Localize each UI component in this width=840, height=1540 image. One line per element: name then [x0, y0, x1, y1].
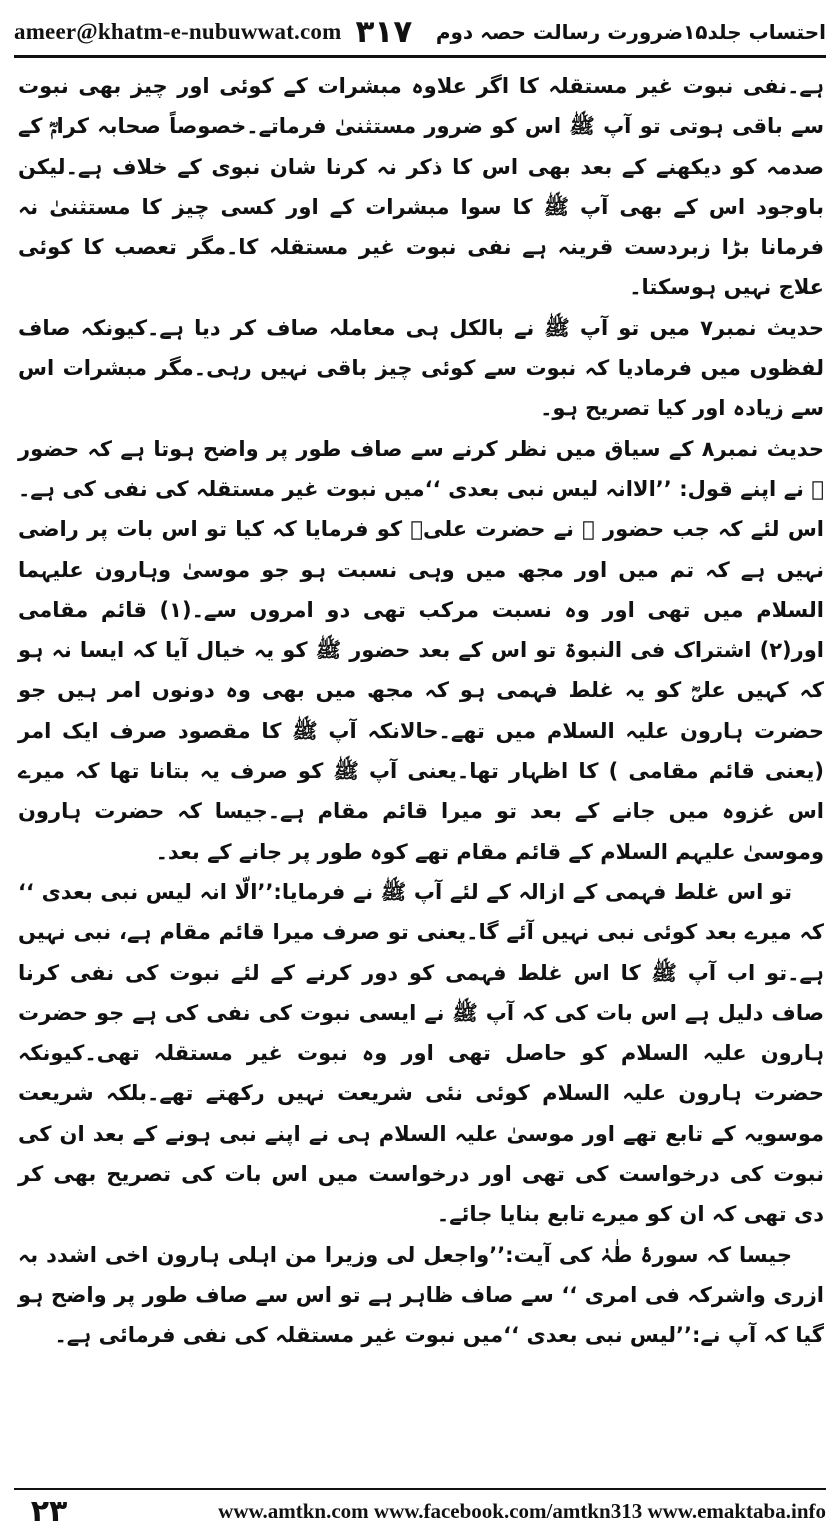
running-title: احتساب جلد۱۵ضرورت رسالت حصہ دوم	[435, 19, 826, 44]
paragraph-3: حدیث نمبر۸ کے سیاق میں نظر کرنے سے صاف طور پر واضح ہوتا ہے کہ حضور ﷺ نے اپنے قول: ’’الاانہ لیس نبی بعدی ‘‘میں نبوت غیر مستقلہ کی نفی کی ہے۔اس لئے کہ جب حضور ﷺ نے حضرت علیؓ کو فرمایا کہ کیا تو اس بات پر راضی نہیں ہے کہ تم میں اور مجھ میں وہی نسبت ہو جو موسیٰ وہارون علیہما السلام میں تھی اور وہ نسبت مرکب تھی دو امروں سے۔(۱) قائم مقامی اور(۲) اشتراک فی النبوۃ تو اس کے بعد حضور ﷺ کو یہ خیال آیا کہ ایسا نہ ہو کہ کہیں علیؓ کو یہ غلط فہمی ہو کہ مجھ میں بھی وہ دونوں امر ہیں جو حضرت ہارون علیہ السلام میں تھے۔حالانکہ آپ ﷺ کا مقصود صرف ایک امر (یعنی قائم مقامی ) کا اظہار تھا۔یعنی آپ ﷺ کو صرف یہ بتانا تھا کہ میرے اس غزوہ میں جانے کے بعد تو میرا قائم مقام ہے۔جیسا کہ حضرت ہارون وموسیٰ علیہم السلام کے قائم مقام تھے کوہ طور پر جانے کے بعد۔	[18, 436, 824, 864]
paragraph-5: جیسا کہ سورۂ طٰہٰ کی آیت:’’واجعل لی وزیرا من اہلی ہارون اخی اشدد بہ ازری واشرکہ فی امری ‘‘ سے صاف ظاہر ہے تو اس سے صاف طور پر واضح ہو گیا کہ آپ نے:’’لیس نبی بعدی ‘‘میں نبوت غیر مستقلہ کی نفی فرمائی ہے۔	[18, 1242, 824, 1348]
footer-links[interactable]: www.amtkn.com www.facebook.com/amtkn313 www.emaktaba.info	[218, 1498, 826, 1523]
header-email: ameer@khatm-e-nubuwwat.com	[14, 18, 342, 44]
header-left	[14, 14, 412, 50]
paragraph-1: ہے۔نفی نبوت غیر مستقلہ کا اگر علاوہ مبشرات کے کوئی اور چیز بھی نبوت سے باقی ہوتی تو آپ ﷺ اس کو ضرور مستثنیٰ فرماتے۔خصوصاً صحابہ کرامؓ کے صدمہ کو دیکھنے کے بعد بھی اس کا ذکر نہ کرنا شان نبوی کے خلاف ہے۔لیکن باوجود اس کے بھی آپ ﷺ کا سوا مبشرات کے اور کسی چیز کا مستثنیٰ نہ فرمانا بڑا زبردست قرینہ ہے نفی نبوت غیر مستقلہ کا۔مگر تعصب کا کوئی علاج نہیں ہوسکتا۔	[18, 74, 824, 300]
paragraph-4: تو اس غلط فہمی کے ازالہ کے لئے آپ ﷺ نے فرمایا:’’الّا انہ لیس نبی بعدی ‘‘ کہ میرے بعد کوئی نبی نہیں آئے گا۔یعنی تو صرف میرا قائم مقام ہے، نبی نہیں ہے۔تو اب آپ ﷺ کا اس غلط فہمی کو دور کرنے کے لئے نبوت کی نفی کرنا صاف دلیل ہے اس بات کی کہ آپ ﷺ نے ایسی نبوت کی نفی کی ہے جو حضرت ہارون علیہ السلام کو حاصل تھی اور وہ نبوت غیر مستقلہ تھی۔کیونکہ حضرت ہارون علیہ السلام کوئی نئی شریعت نہیں رکھتے تھے۔بلکہ شریعت موسویہ کے تابع تھے اور موسیٰ علیہ السلام ہی نے اپنے نبی ہونے کے بعد ان کی نبوت کی درخواست کی تھی اور درخواست میں اس بات کی تصریح بھی کر دی تھی کہ ان کو میرے تابع بنایا جائے۔	[18, 879, 824, 1227]
page-header	[14, 8, 826, 58]
page-footer	[14, 1488, 826, 1532]
footer-page-number: ۲۳	[30, 1493, 68, 1529]
page-body	[18, 66, 824, 1356]
paragraph-2: حدیث نمبر۷ میں تو آپ ﷺ نے بالکل ہی معاملہ صاف کر دیا ہے۔کیونکہ صاف لفظوں میں فرمادیا کہ نبوت سے کوئی چیز باقی نہیں رہی۔مگر مبشرات اس سے زیادہ اور کیا تصریح ہو۔	[18, 315, 824, 421]
header-page-number: ۳۱۷	[355, 13, 413, 50]
